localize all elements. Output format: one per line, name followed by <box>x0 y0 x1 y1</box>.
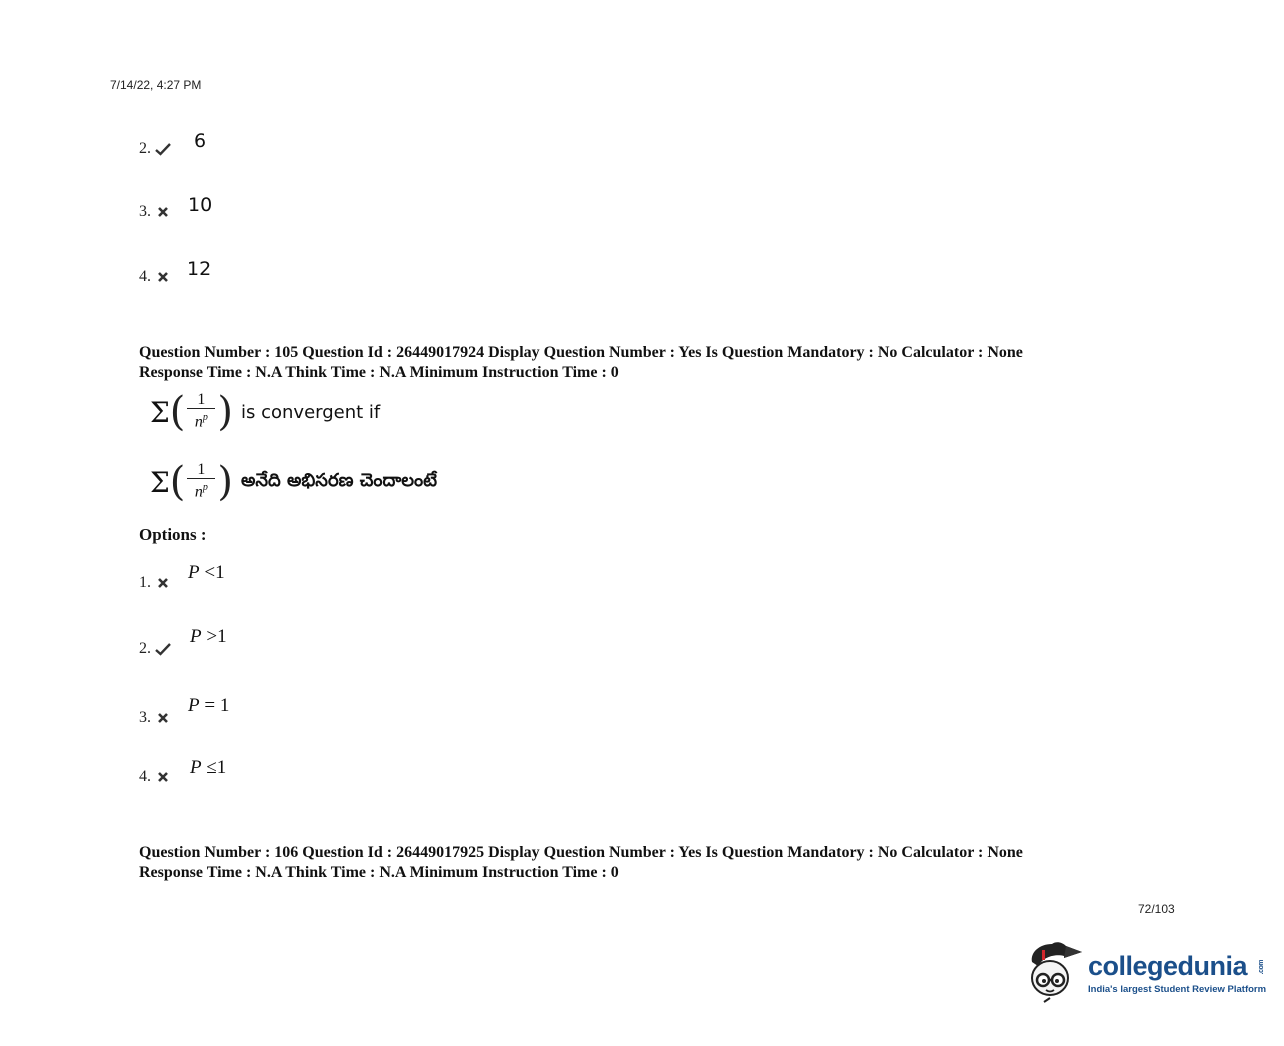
mascot-icon <box>1026 940 1084 1006</box>
options-label: Options : <box>139 525 207 544</box>
option-3-text: P = 1 <box>188 695 230 716</box>
brand-logo <box>1026 940 1276 1006</box>
question-106-meta <box>139 843 1023 883</box>
option-1 <box>139 574 171 592</box>
option-4-text: P ≤1 <box>190 757 227 778</box>
wrong-cross-icon <box>155 768 171 786</box>
question-meta-line1: Question Number : 105 Question Id : 26449017924 Display Question Number : Yes Is Question Mandatory : No Calculator : None <box>139 344 1023 361</box>
fraction <box>187 392 215 431</box>
brand-tagline: India's largest Student Review Platform <box>1088 983 1267 995</box>
question-telugu-text: అనేది అభిసరణ చెందాలంటే <box>241 469 438 491</box>
left-paren: ( <box>169 459 186 505</box>
page-number: 72/103 <box>1138 902 1175 916</box>
right-paren: ) <box>217 389 234 435</box>
option-number: 1. <box>139 574 151 591</box>
right-paren: ) <box>217 459 234 505</box>
option-number: 2. <box>139 140 151 157</box>
fraction <box>187 462 215 501</box>
prev-option-3-text: 10 <box>188 194 213 216</box>
question-meta-line1: Question Number : 106 Question Id : 26449017925 Display Question Number : Yes Is Question Mandatory : No Calculator : None <box>139 844 1023 861</box>
correct-check-icon <box>155 140 171 158</box>
correct-check-icon <box>155 640 171 658</box>
option-number: 4. <box>139 268 151 285</box>
wrong-cross-icon <box>155 574 171 592</box>
question-english-text: is convergent if <box>241 401 381 423</box>
brand-name: collegedunia .com <box>1088 950 1266 981</box>
question-meta-line2: Response Time : N.A Think Time : N.A Minimum Instruction Time : 0 <box>139 364 619 381</box>
prev-option-2 <box>139 140 171 158</box>
prev-option-4 <box>139 268 171 286</box>
wrong-cross-icon <box>155 268 171 286</box>
option-3 <box>139 709 171 727</box>
wrong-cross-icon <box>155 709 171 727</box>
sum-symbol: Σ <box>150 465 170 499</box>
option-1-text: P <1 <box>188 562 225 583</box>
prev-option-2-text: 6 <box>194 130 207 152</box>
fraction-denominator: $n^p$ <box>194 482 208 501</box>
sum-symbol: Σ <box>150 395 170 429</box>
question-text-english <box>150 389 381 435</box>
fraction-denominator: $n^p$ <box>194 412 208 431</box>
fraction-numerator: 1 <box>197 461 206 479</box>
prev-option-4-text: 12 <box>187 258 212 280</box>
option-4 <box>139 768 171 786</box>
prev-option-3 <box>139 203 171 221</box>
option-number: 2. <box>139 640 151 657</box>
print-timestamp: 7/14/22, 4:27 PM <box>110 78 202 92</box>
question-meta-line2: Response Time : N.A Think Time : N.A Minimum Instruction Time : 0 <box>139 864 619 881</box>
option-number: 3. <box>139 203 151 220</box>
option-number: 4. <box>139 768 151 785</box>
option-2-text: P >1 <box>190 626 227 647</box>
question-text-telugu <box>150 459 438 505</box>
brand-text <box>1088 952 1276 995</box>
option-number: 3. <box>139 709 151 726</box>
fraction-numerator: 1 <box>197 391 206 409</box>
option-2 <box>139 640 171 658</box>
left-paren: ( <box>169 389 186 435</box>
wrong-cross-icon <box>155 203 171 221</box>
question-105-meta <box>139 343 1023 383</box>
